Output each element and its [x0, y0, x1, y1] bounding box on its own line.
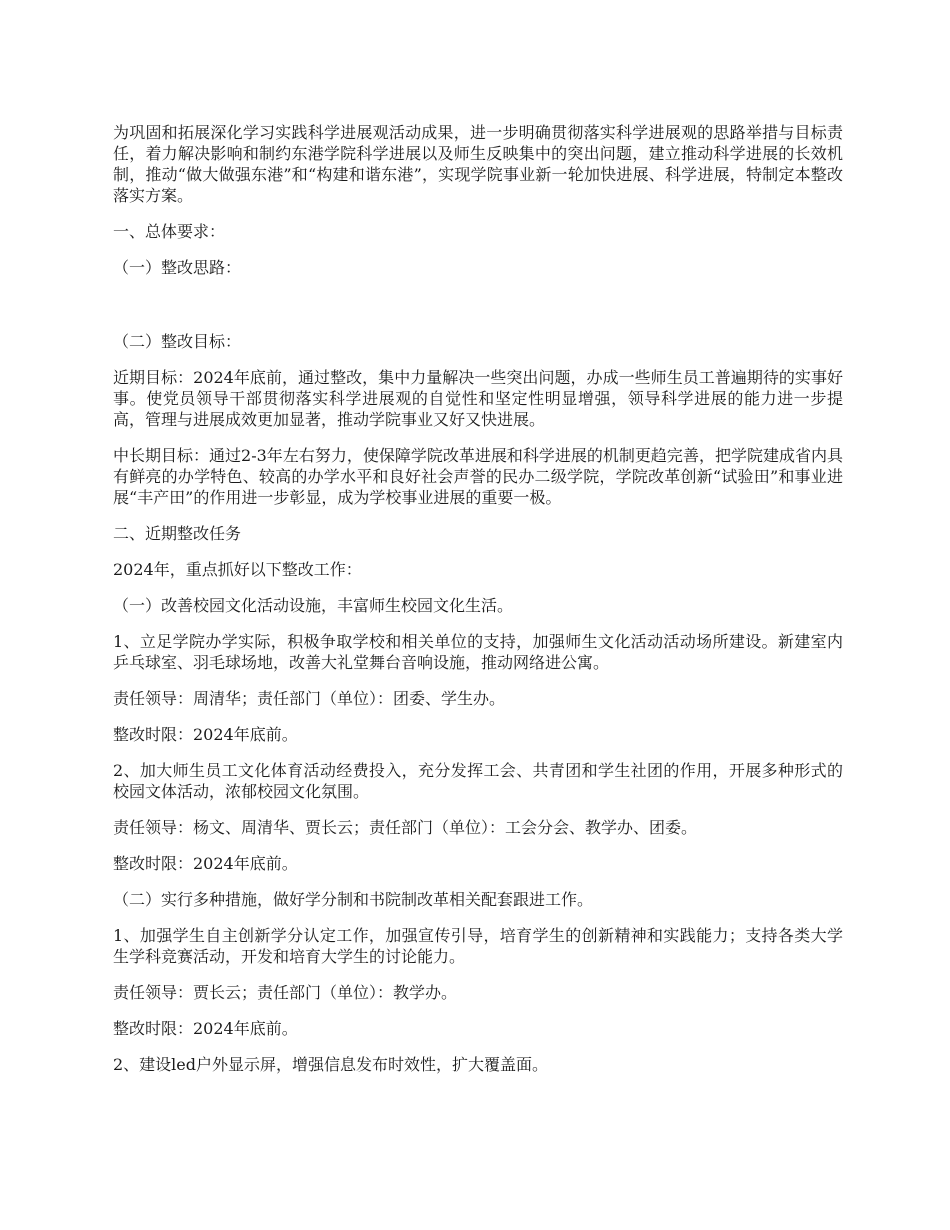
- task-item-paragraph: 2、加大师生员工文化体育活动经费投入，充分发挥工会、共青团和学生社团的作用，开展多种形式的校园文体活动，浓郁校园文化氛围。: [113, 761, 843, 801]
- document-page: [113, 122, 843, 1090]
- task-item-paragraph: 1、加强学生自主创新学分认定工作，加强宣传引导，培育学生的创新精神和实践能力；支持各类大学生学科竞赛活动，开发和培育大学生的讨论能力。: [113, 926, 843, 966]
- subsection-heading-rectification-goals: （二）整改目标：: [113, 332, 242, 351]
- responsibility-line: 责任领导：杨文、周清华、贾长云；责任部门（单位）：工会分会、教学办、团委。: [113, 818, 698, 837]
- responsibility-line: 责任领导：周清华；责任部门（单位）：团委、学生办。: [113, 689, 506, 708]
- deadline-line: 整改时限：2024年底前。: [113, 1019, 298, 1038]
- deadline-line: 整改时限：2024年底前。: [113, 854, 298, 873]
- task-item-paragraph: 1、立足学院办学实际，积极争取学校和相关单位的支持，加强师生文化活动活动场所建设。新建室内乒乓球室、羽毛球场地，改善大礼堂舞台音响设施，推动网络进公寓。: [113, 632, 843, 672]
- year-focus-paragraph: 2024年，重点抓好以下整改工作：: [113, 560, 362, 579]
- subsection-heading-rectification-ideas: （一）整改思路：: [113, 258, 242, 277]
- responsibility-line: 责任领导：贾长云；责任部门（单位）：教学办。: [113, 983, 458, 1002]
- mid-long-term-goal-paragraph: 中长期目标：通过2-3年左右努力，使保障学院改革进展和科学进展的机制更趋完善，把学院建成省内具有鲜亮的办学特色、较高的办学水平和良好社会声誉的民办二级学院，学院改革创新“试验田”和事业进展“丰产田”的作用进一步彰显，成为学校事业进展的重要一极。: [113, 446, 843, 507]
- task-item-paragraph: 2、建设led户外显示屏，增强信息发布时效性，扩大覆盖面。: [113, 1055, 549, 1074]
- deadline-line: 整改时限：2024年底前。: [113, 725, 298, 744]
- task-heading-credit-reform: （二）实行多种措施，做好学分制和书院制改革相关配套跟进工作。: [113, 890, 594, 909]
- section-heading-general-requirements: 一、总体要求：: [113, 222, 226, 241]
- task-heading-campus-culture: （一）改善校园文化活动设施，丰富师生校园文化生活。: [113, 596, 514, 615]
- section-heading-near-term-tasks: 二、近期整改任务: [113, 524, 242, 543]
- near-term-goal-paragraph: 近期目标：2024年底前，通过整改，集中力量解决一些突出问题，办成一些师生员工普遍期待的实事好事。使党员领导干部贯彻落实科学进展观的自觉性和坚定性明显增强，领导科学进展的能力进一步提高，管理与进展成效更加显著，推动学院事业又好又快进展。: [113, 368, 843, 429]
- intro-paragraph: 为巩固和拓展深化学习实践科学进展观活动成果，进一步明确贯彻落实科学进展观的思路举措与目标责任，着力解决影响和制约东港学院科学进展以及师生反映集中的突出问题，建立推动科学进展的长效机制，推动“做大做强东港”和“构建和谐东港”，实现学院事业新一轮加快进展、科学进展，特制定本整改落实方案。: [113, 123, 843, 205]
